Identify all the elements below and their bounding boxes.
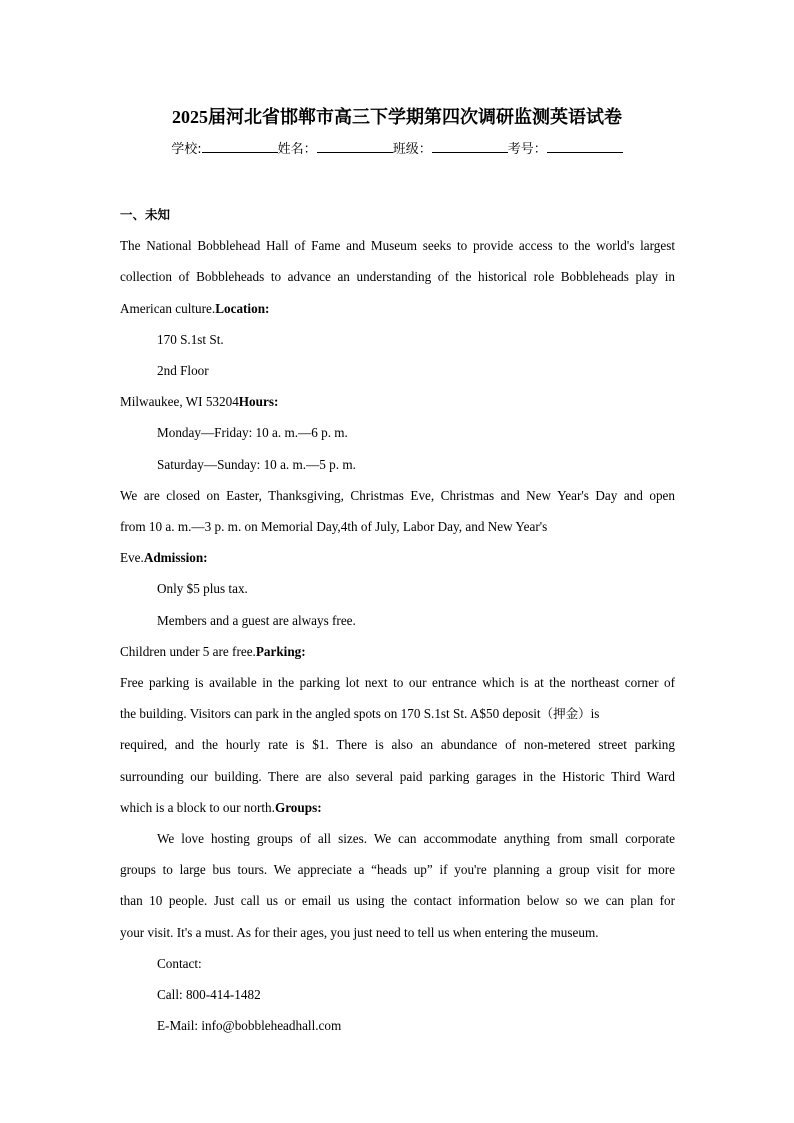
closed-line [120,542,675,573]
intro-line: collection of Bobbleheads to advance an understanding of the historical role Bobbleheads play in [120,269,675,285]
passage [120,199,675,1041]
closed-line: We are closed on Easter, Thanksgiving, Christmas Eve, Christmas and New Year's Day and open [120,487,675,503]
closed-text: Eve. [120,550,144,566]
exam-no-blank[interactable] [547,140,623,153]
intro-line [120,293,675,324]
class-blank[interactable] [432,140,508,153]
exam-no-label: 考号： [507,142,547,157]
hours-line: Saturday—Sunday: 10 a. m.—5 p. m. [157,456,356,472]
name-blank[interactable] [317,140,393,153]
groups-line: groups to large bus tours. We appreciate a “heads up” if you're planning a group visit for more [120,862,675,878]
admission-heading: Admission: [143,550,208,566]
admission-line: Only $5 plus tax. [157,581,248,597]
location-heading: Location: [215,300,270,316]
page-title: 2025届河北省邯郸市高三下学期第四次调研监测英语试卷 [172,107,622,127]
hours-heading: Hours: [238,394,279,410]
admission-text: Children under 5 are free. [120,643,256,659]
admission-line [120,636,675,667]
parking-text: is [590,706,600,722]
contact-heading: Contact: [157,955,202,971]
contact-phone: Call: 800-414-1482 [157,987,261,1003]
class-label: 班级： [392,142,432,157]
school-blank[interactable] [202,140,278,153]
admission-line: Members and a guest are always free. [157,612,356,628]
section-heading: 一、未知 [120,207,171,222]
student-info-line [0,138,794,157]
closed-line: from 10 a. m.—3 p. m. on Memorial Day,4th of July, Labor Day, and New Year's [120,519,548,535]
intro-text: American culture. [120,300,216,316]
parking-text: which is a block to our north. [120,799,275,815]
groups-line: your visit. It's a must. As for their ages, you just need to tell us when entering the museum. [120,924,599,940]
address-text: Milwaukee, WI 53204 [120,394,239,410]
intro-line: The National Bobblehead Hall of Fame and Museum seeks to provide access to the world's largest [120,238,675,254]
parking-line: surrounding our building. There are also several paid parking garages in the Historic Third Ward [120,768,675,784]
school-label: 学校: [171,142,202,157]
name-label: 姓名： [277,142,317,157]
address-line: 2nd Floor [157,363,209,379]
deposit-gloss: （押金） [540,706,591,722]
parking-line: Free parking is available in the parking lot next to our entrance which is at the northeast corner of [120,675,675,691]
contact-email: E-Mail: info@bobbleheadhall.com [157,1018,342,1034]
parking-text: the building. Visitors can park in the angled spots on 170 S.1st St. A$50 deposit [120,706,541,722]
parking-line: required, and the hourly rate is $1. There is also an abundance of non-metered street parking [120,737,675,753]
groups-line: than 10 people. Just call us or email us using the contact information below so we can plan for [120,893,675,909]
groups-line: We love hosting groups of all sizes. We can accommodate anything from small corporate [157,831,675,847]
address-line: 170 S.1st St. [157,331,224,347]
parking-line [120,698,675,729]
parking-heading: Parking: [255,643,306,659]
hours-line: Monday—Friday: 10 a. m.—6 p. m. [157,425,348,441]
parking-line [120,792,675,823]
address-line [120,386,675,417]
groups-heading: Groups: [274,799,322,815]
